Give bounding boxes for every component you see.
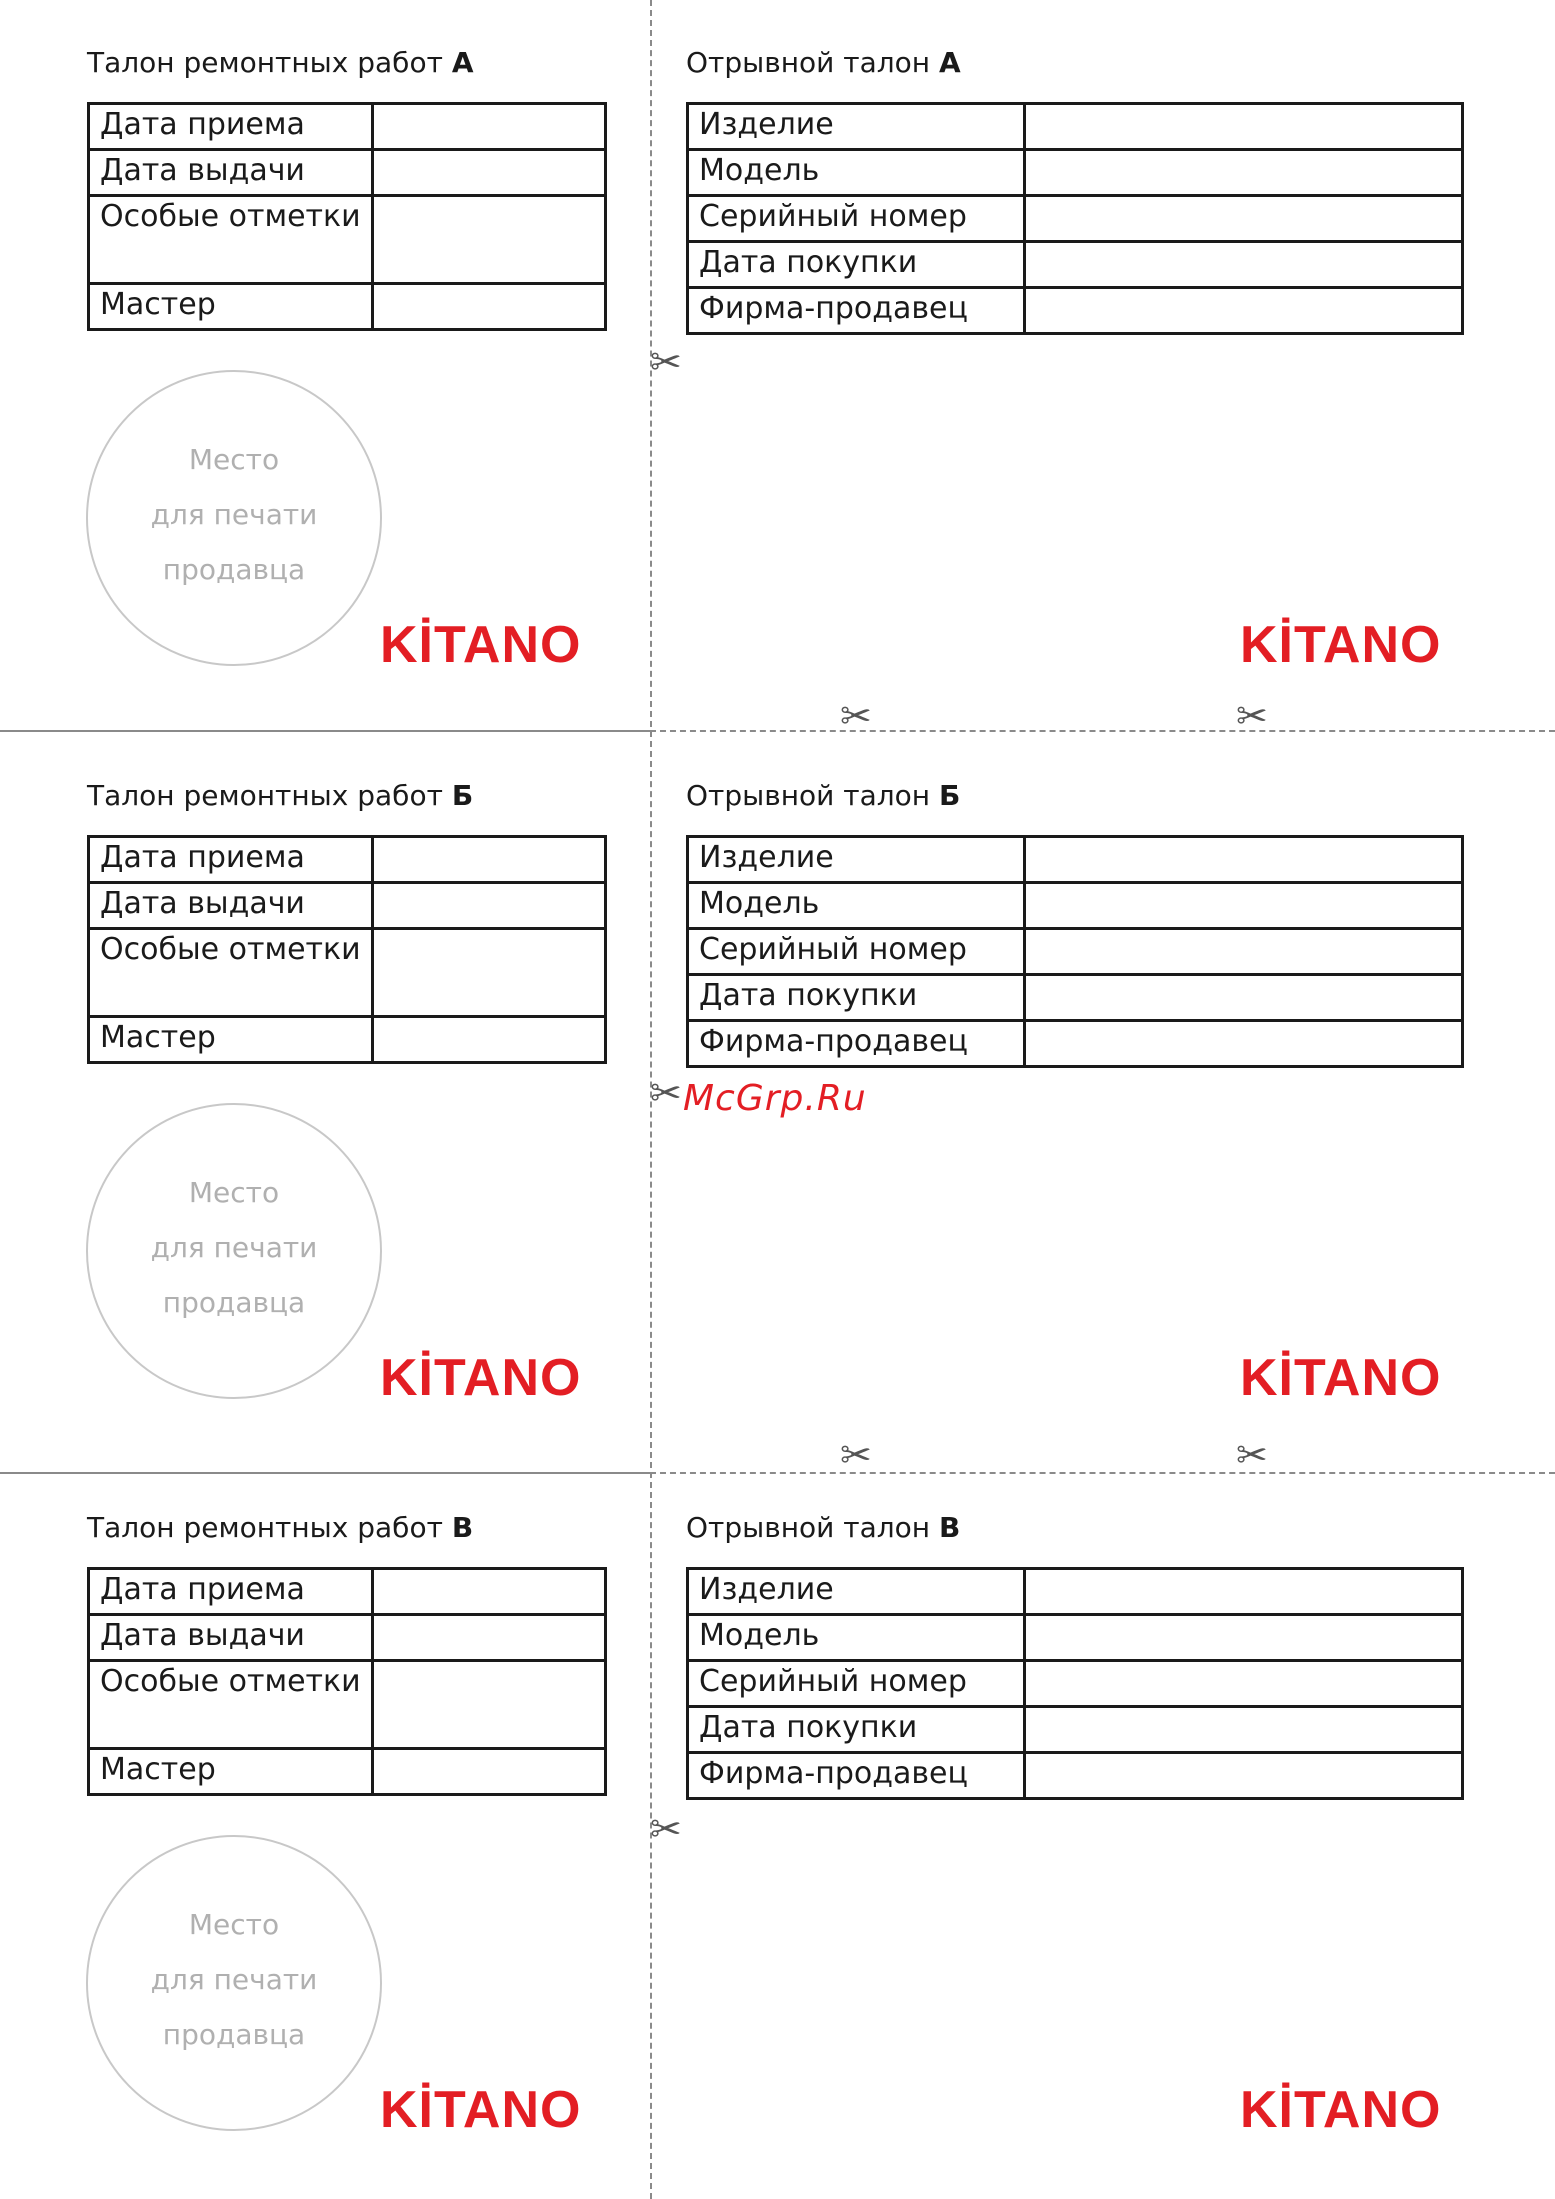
value-cell[interactable] <box>1025 150 1463 196</box>
row-label: Дата выдачи <box>89 1615 373 1661</box>
value-cell[interactable] <box>1025 929 1463 975</box>
seller-stamp-area <box>86 1835 382 2131</box>
row-label: Фирма-продавец <box>688 1753 1025 1799</box>
row-label: Модель <box>688 1615 1025 1661</box>
value-cell[interactable] <box>372 196 605 284</box>
coupon-section-a <box>0 0 1555 730</box>
row-label: Особые отметки <box>89 929 373 1017</box>
scissors-icon: ✂ <box>840 694 872 738</box>
row-label: Серийный номер <box>688 196 1025 242</box>
value-cell[interactable] <box>372 929 605 1017</box>
row-label: Дата приема <box>89 837 373 883</box>
value-cell[interactable] <box>372 150 605 196</box>
row-label: Особые отметки <box>89 196 373 284</box>
value-cell[interactable] <box>372 104 605 150</box>
row-label: Серийный номер <box>688 929 1025 975</box>
row-label: Особые отметки <box>89 1661 373 1749</box>
scissors-icon: ✂ <box>650 1071 682 1115</box>
row-label: Изделие <box>688 104 1025 150</box>
value-cell[interactable] <box>1025 883 1463 929</box>
kitano-logo: KİTANO <box>1240 1349 1442 1407</box>
value-cell[interactable] <box>1025 288 1463 334</box>
stamp-line: Место <box>188 1908 280 1941</box>
watermark: McGrp.Ru <box>683 1078 867 1119</box>
stamp-line: для печати <box>150 1231 318 1264</box>
stamp-line: продавца <box>162 2018 306 2051</box>
value-cell[interactable] <box>372 883 605 929</box>
row-label: Фирма-продавец <box>688 1021 1025 1067</box>
value-cell[interactable] <box>372 1661 605 1749</box>
seller-stamp-area <box>86 1103 382 1399</box>
row-label: Изделие <box>688 837 1025 883</box>
kitano-logo: KİTANO <box>1240 616 1442 674</box>
row-label: Модель <box>688 883 1025 929</box>
stamp-line: Место <box>188 443 280 476</box>
stamp-line: для печати <box>150 498 318 531</box>
value-cell[interactable] <box>1025 1661 1463 1707</box>
row-label: Дата приема <box>89 1569 373 1615</box>
scissors-icon: ✂ <box>840 1433 872 1477</box>
value-cell[interactable] <box>372 1569 605 1615</box>
row-label: Изделие <box>688 1569 1025 1615</box>
scissors-icon: ✂ <box>650 1807 682 1851</box>
tear-off-coupon-title: Отрывной талон В <box>686 1511 961 1544</box>
row-label: Серийный номер <box>688 1661 1025 1707</box>
scissors-icon: ✂ <box>650 340 682 384</box>
kitano-logo: KİTANO <box>380 2081 582 2139</box>
value-cell[interactable] <box>1025 104 1463 150</box>
value-cell[interactable] <box>1025 1615 1463 1661</box>
value-cell[interactable] <box>372 1615 605 1661</box>
tear-off-coupon-title: Отрывной талон Б <box>686 779 961 812</box>
scissors-icon: ✂ <box>1236 1433 1268 1477</box>
value-cell[interactable] <box>372 1017 605 1063</box>
scissors-icon: ✂ <box>1236 694 1268 738</box>
value-cell[interactable] <box>1025 196 1463 242</box>
row-label: Дата приема <box>89 104 373 150</box>
value-cell[interactable] <box>1025 1753 1463 1799</box>
repair-table <box>87 835 607 1064</box>
kitano-logo: KİTANO <box>380 616 582 674</box>
row-label: Мастер <box>89 1749 373 1795</box>
value-cell[interactable] <box>372 284 605 330</box>
row-label: Дата покупки <box>688 975 1025 1021</box>
stamp-line: для печати <box>150 1963 318 1996</box>
stamp-line: Место <box>188 1176 280 1209</box>
tear-off-table <box>686 1567 1464 1800</box>
kitano-logo: KİTANO <box>380 1349 582 1407</box>
kitano-logo: KİTANO <box>1240 2081 1442 2139</box>
seller-stamp-area <box>86 370 382 666</box>
value-cell[interactable] <box>1025 975 1463 1021</box>
repair-coupon-title: Талон ремонтных работ В <box>87 1511 474 1544</box>
coupon-section-v <box>0 1465 1555 2195</box>
stamp-line: продавца <box>162 553 306 586</box>
tear-off-table <box>686 835 1464 1068</box>
value-cell[interactable] <box>1025 242 1463 288</box>
tear-off-coupon-title: Отрывной талон А <box>686 46 961 79</box>
row-label: Дата покупки <box>688 1707 1025 1753</box>
row-label: Дата выдачи <box>89 883 373 929</box>
row-label: Дата выдачи <box>89 150 373 196</box>
row-label: Дата покупки <box>688 242 1025 288</box>
value-cell[interactable] <box>1025 837 1463 883</box>
value-cell[interactable] <box>372 837 605 883</box>
value-cell[interactable] <box>372 1749 605 1795</box>
repair-coupon-title: Талон ремонтных работ Б <box>87 779 474 812</box>
row-label: Модель <box>688 150 1025 196</box>
tear-off-table <box>686 102 1464 335</box>
value-cell[interactable] <box>1025 1707 1463 1753</box>
value-cell[interactable] <box>1025 1569 1463 1615</box>
row-label: Фирма-продавец <box>688 288 1025 334</box>
value-cell[interactable] <box>1025 1021 1463 1067</box>
row-label: Мастер <box>89 1017 373 1063</box>
repair-coupon-title: Талон ремонтных работ А <box>87 46 474 79</box>
repair-table <box>87 102 607 331</box>
repair-table <box>87 1567 607 1796</box>
stamp-line: продавца <box>162 1286 306 1319</box>
row-label: Мастер <box>89 284 373 330</box>
